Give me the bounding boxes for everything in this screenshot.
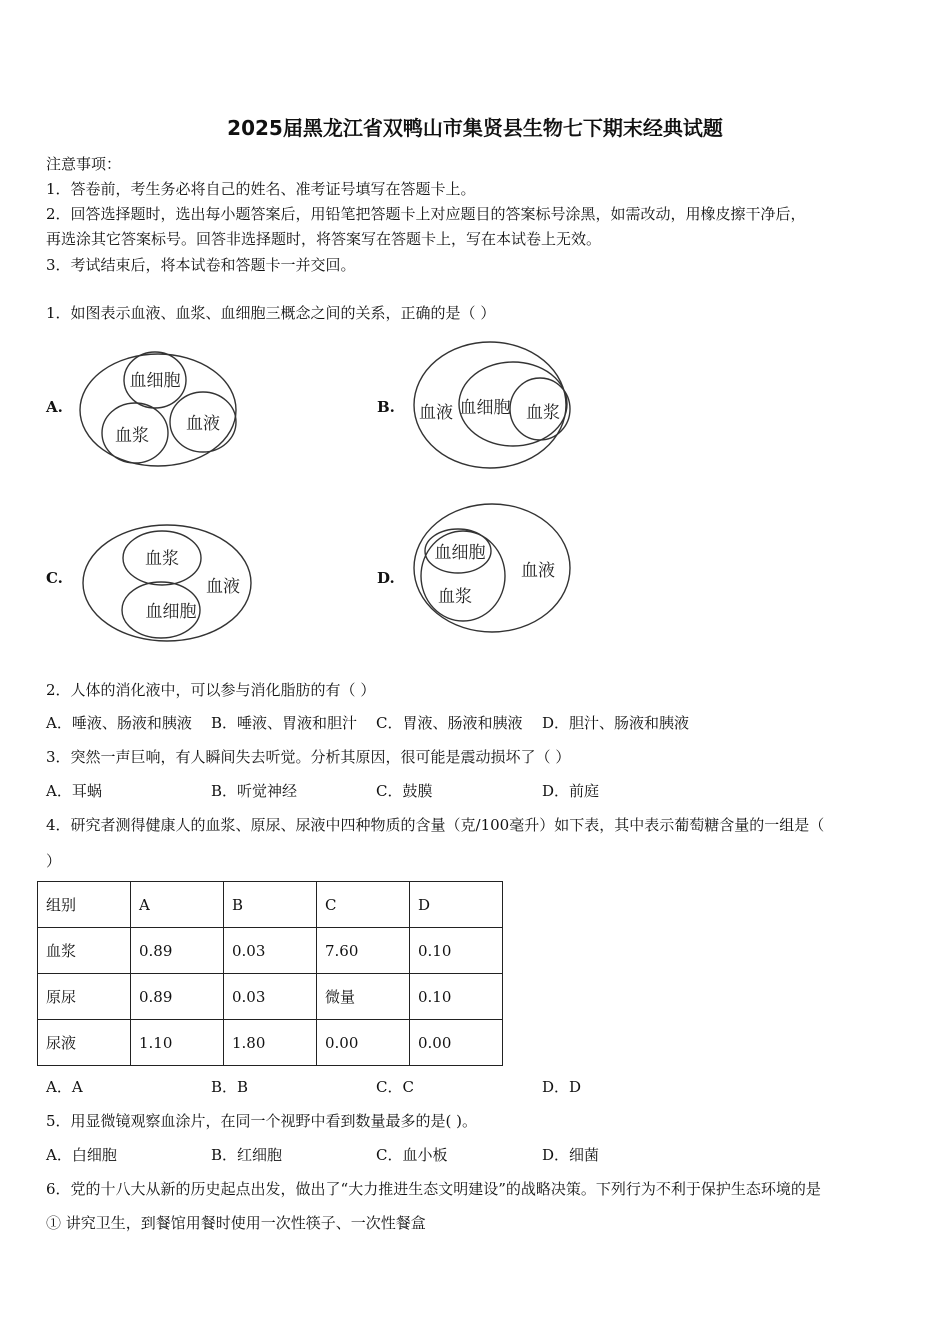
diagram-label: 血液 [206,577,240,597]
notice-line: 3．考试结束后，将本试卷和答题卡一并交回。 [46,256,356,274]
table-cell: 血浆 [38,928,131,974]
table-header-cell: A [131,882,224,928]
diagram-label: 血浆 [145,549,179,569]
q2-option-d: D．胆汁、肠液和胰液 [542,714,690,732]
table-header-row [38,882,503,928]
table-header-cell: C [317,882,410,928]
table-cell: 0.89 [131,974,224,1020]
q6-item-1: ① 讲究卫生，到餐馆用餐时使用一次性筷子、一次性餐盒 [46,1214,426,1232]
q1-option-c-letter: C. [46,569,63,587]
q1-option-d-letter: D. [377,569,395,587]
q1-option-b-letter: B. [377,398,395,416]
diagram-label: 血液 [419,403,453,423]
notice-line: 2．回答选择题时，选出每小题答案后，用铅笔把答题卡上对应题目的答案标号涂黑，如需改动，用橡皮擦干净后， [46,205,806,223]
q5-option-b: B．红细胞 [211,1146,283,1164]
q5-option-d: D．细菌 [542,1146,600,1164]
notice-line: 再选涂其它答案标号。回答非选择题时，将答案写在答题卡上，写在本试卷上无效。 [46,230,602,248]
table-cell: 0.00 [410,1020,503,1066]
page-title: 2025届黑龙江省双鸭山市集贤县生物七下期末经典试题 [227,116,723,140]
diagram-label: 血浆 [115,426,149,446]
diagram-label: 血液 [521,561,555,581]
table-cell: 0.03 [224,974,317,1020]
q3-option-c: C．鼓膜 [376,782,433,800]
q1-diagram-a [78,345,248,470]
q2-option-b: B．唾液、胃液和胆汁 [211,714,358,732]
table-cell: 尿液 [38,1020,131,1066]
diagram-label: 血细胞 [434,543,486,563]
diagram-label: 血浆 [526,403,560,423]
diagram-label: 血细胞 [145,602,197,622]
diagram-label: 血细胞 [129,371,181,391]
notice-line: 1．答卷前，考生务必将自己的姓名、准考证号填写在答题卡上。 [46,180,476,198]
table-cell: 0.89 [131,928,224,974]
q4-option-a: A．A [46,1078,83,1096]
table-header-cell: 组别 [38,882,131,928]
q1-diagram-b [410,338,575,473]
q2-option-c: C．胃液、肠液和胰液 [376,714,523,732]
q1-diagram-d [410,500,575,640]
table-header-cell: D [410,882,503,928]
table-cell: 原尿 [38,974,131,1020]
q3-option-b: B．听觉神经 [211,782,298,800]
q4-option-b: B．B [211,1078,249,1096]
q5-option-c: C．血小板 [376,1146,448,1164]
diagram-label: 血细胞 [459,398,511,418]
diagram-label: 血液 [186,414,220,434]
table-cell: 微量 [317,974,410,1020]
q4-stem-end: ） [46,852,62,870]
q5-option-a: A．白细胞 [46,1146,117,1164]
q3-option-d: D．前庭 [542,782,600,800]
table-cell: 1.10 [131,1020,224,1066]
table-row [38,974,503,1020]
q4-option-c: C．C [376,1078,414,1096]
table-cell: 0.00 [317,1020,410,1066]
table-cell: 0.10 [410,928,503,974]
q6-stem: 6．党的十八大从新的历史起点出发，做出了“大力推进生态文明建设”的战略决策。下列行为不利于保护生态环境的是 [46,1180,821,1198]
q4-data-table [37,881,503,1066]
table-cell: 0.03 [224,928,317,974]
q1-option-a-letter: A. [46,398,63,416]
table-row [38,928,503,974]
table-cell: 7.60 [317,928,410,974]
q4-option-d: D．D [542,1078,582,1096]
table-row [38,1020,503,1066]
notice-heading: 注意事项： [46,155,122,173]
q3-stem: 3．突然一声巨响，有人瞬间失去听觉。分析其原因，很可能是震动损坏了（ ） [46,748,571,766]
q5-stem: 5．用显微镜观察血涂片，在同一个视野中看到数量最多的是( )。 [46,1112,478,1130]
q1-diagram-c [80,522,255,647]
table-cell: 0.10 [410,974,503,1020]
q3-option-a: A．耳蜗 [46,782,102,800]
q1-stem: 1．如图表示血液、血浆、血细胞三概念之间的关系，正确的是（ ） [46,304,496,322]
diagram-label: 血浆 [438,587,472,607]
q4-stem: 4．研究者测得健康人的血浆、原尿、尿液中四种物质的含量（克/100毫升）如下表，其中表示葡萄糖含量的一组是（ [46,816,825,834]
q2-option-a: A．唾液、肠液和胰液 [46,714,192,732]
q2-stem: 2．人体的消化液中，可以参与消化脂肪的有（ ） [46,681,376,699]
table-cell: 1.80 [224,1020,317,1066]
table-header-cell: B [224,882,317,928]
